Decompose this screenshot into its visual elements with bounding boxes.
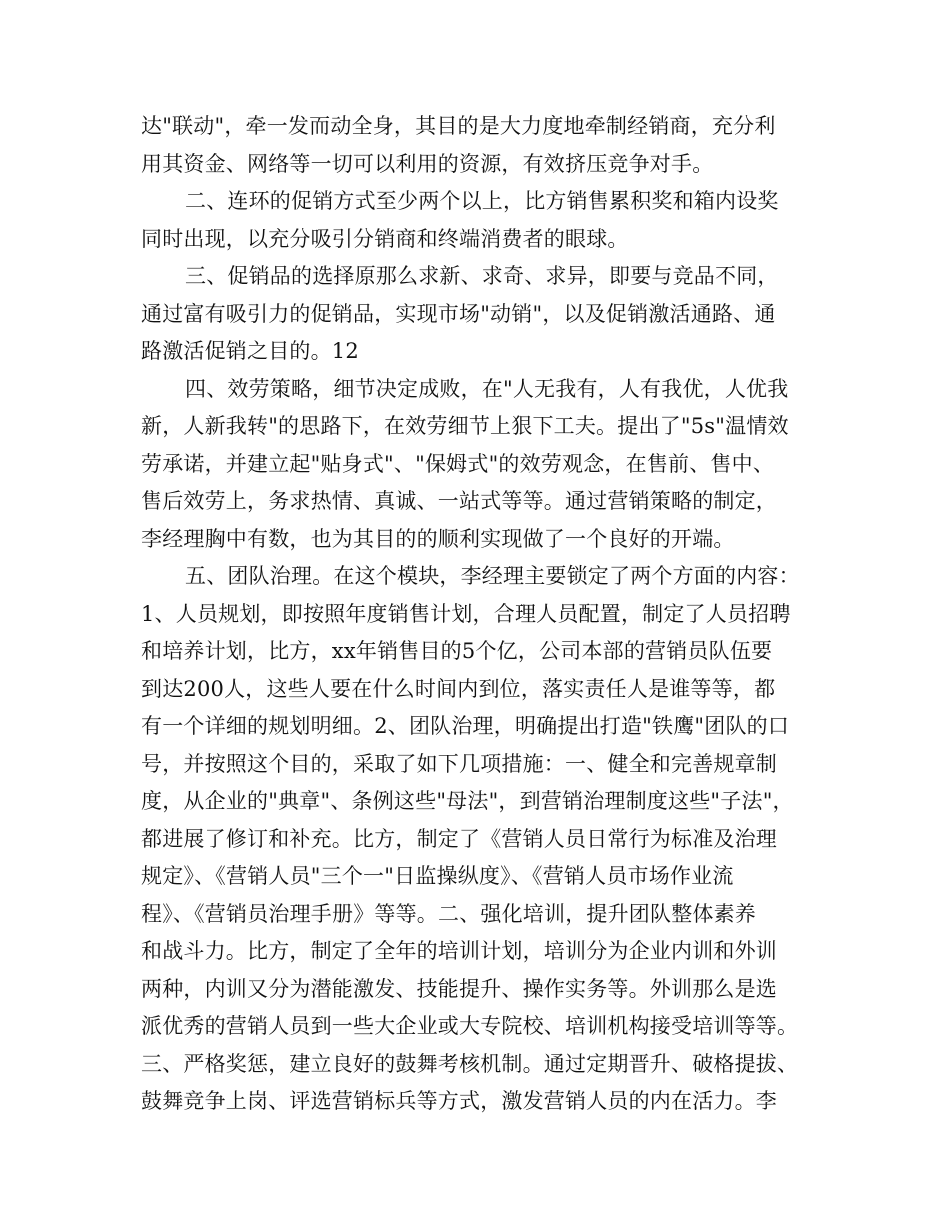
text-line: 李经理胸中有数，也为其目的的顺利实现做了一个良好的开端。 — [141, 526, 735, 551]
text-line: 路激活促销之目的。12 — [141, 339, 359, 363]
text-line: 达"联动"，牵一发而动全身，其目的是大力度地牵制经销商，充分利 — [141, 114, 776, 138]
text-line: 同时出现，以充分吸引分销商和终端消费者的眼球。 — [141, 226, 629, 251]
text-line: 两种，内训又分为潜能激发、技能提升、操作实务等。外训那么是选 — [141, 976, 777, 1001]
text-line: 新，人新我转"的思路下，在效劳细节上狠下工夫。提出了"5s"温情效 — [141, 414, 789, 438]
text-line: 二、连环的促销方式至少两个以上，比方销售累积奖和箱内设奖 — [185, 189, 779, 213]
text-line: 1、人员规划，即按照年度销售计划，合理人员配置，制定了人员招聘 — [141, 601, 791, 626]
text-line: 劳承诺，并建立起"贴身式"、"保姆式"的效劳观念，在售前、售中、 — [141, 451, 775, 476]
text-line: 售后效劳上，务求热情、真诚、一站式等等。通过营销策略的制定， — [141, 489, 777, 513]
text-line: 号，并按照这个目的，采取了如下几项措施：一、健全和完善规章制 — [141, 751, 777, 776]
text-line: 程》、《营销员治理手册》等等。二、强化培训，提升团队整体素养 — [141, 901, 756, 926]
text-line: 到达200人，这些人要在什么时间内到位，落实责任人是谁等等，都 — [141, 676, 776, 701]
text-line: 三、严格奖惩，建立良好的鼓舞考核机制。通过定期晋升、破格提拔、 — [141, 1051, 799, 1076]
text-line: 和战斗力。比方，制定了全年的培训计划，培训分为企业内训和外训 — [141, 939, 777, 963]
text-line: 和培养计划，比方，xx年销售目的5个亿，公司本部的营销员队伍要 — [141, 639, 773, 663]
text-line: 度，从企业的"典章"、条例这些"母法"，到营销治理制度这些"子法"， — [141, 789, 794, 813]
text-line: 四、效劳策略，细节决定成败，在"人无我有，人有我优，人优我 — [185, 376, 789, 401]
text-line: 规定》、《营销人员"三个一"日监操纵度》、《营销人员市场作业流 — [141, 864, 734, 888]
text-line: 鼓舞竞争上岗、评选营销标兵等方式，激发营销人员的内在活力。李 — [141, 1089, 777, 1113]
text-line: 有一个详细的规划明细。2、团队治理，明确提出打造"铁鹰"团队的口 — [141, 714, 790, 738]
text-line: 通过富有吸引力的促销品，实现市场"动销"，以及促销激活通路、通 — [141, 301, 776, 326]
text-line: 五、团队治理。在这个模块，李经理主要锁定了两个方面的内容： — [185, 564, 800, 588]
document-body-text — [141, 108, 816, 1121]
text-line: 都进展了修订和补充。比方，制定了《营销人员日常行为标准及治理 — [141, 826, 777, 851]
text-line: 三、促销品的选择原那么求新、求奇、求异，即要与竞品不同， — [185, 264, 779, 288]
text-line: 派优秀的营销人员到一些大企业或大专院校、培训机构接受培训等等。 — [141, 1014, 799, 1038]
text-line: 用其资金、网络等一切可以利用的资源，有效挤压竞争对手。 — [141, 151, 714, 176]
